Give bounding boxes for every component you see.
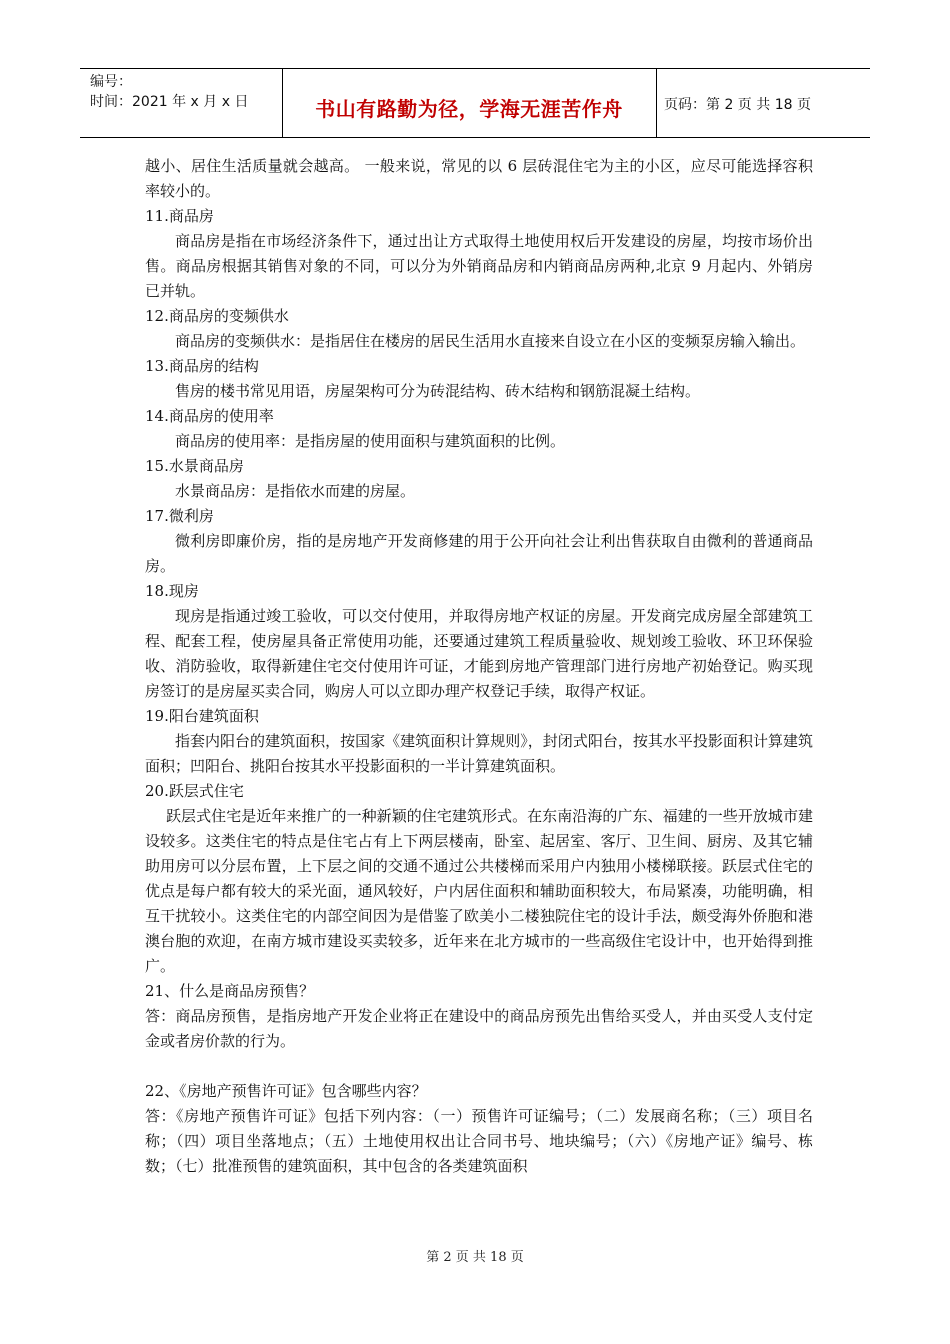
document-date: 时间：2021 年 x 月 x 日 xyxy=(90,94,249,110)
header-motto: 书山有路勤为径，学海无涯苦作舟 xyxy=(315,97,623,121)
blank-line xyxy=(145,1054,813,1079)
header-meta-cell xyxy=(80,69,283,137)
page-footer: 第 2 页 共 18 页 xyxy=(426,1250,524,1265)
document-header xyxy=(80,68,870,138)
section-heading: 22、《房地产预售许可证》包含哪些内容？ xyxy=(145,1082,427,1100)
body-paragraph: 水景商品房：是指依水而建的房屋。 xyxy=(175,482,416,500)
section-heading: 答：《房地产预售许可证》包括下列内容：（一）预售许可证编号；（二）发展商名称；（三）项目名称；（四）项目坐落地点；（五）土地使用权出让合同书号、地块编号；（六）《房地产证》编号、栋数；（七）批准预售的建筑面积，其中包含的各类建筑面积 xyxy=(145,1107,813,1175)
section-heading: 12.商品房的变频供水 xyxy=(145,307,289,325)
section-heading: 20.跃层式住宅 xyxy=(145,782,244,800)
header-page-info: 页码：第 2 页 共 18 页 xyxy=(664,97,811,113)
header-page-cell xyxy=(656,69,870,137)
section-heading: 11.商品房 xyxy=(145,207,214,225)
section-heading: 14.商品房的使用率 xyxy=(145,407,274,425)
document-number-label: 编号： xyxy=(90,74,132,90)
body-paragraph: 跃层式住宅是近年来推广的一种新颖的住宅建筑形式。在东南沿海的广东、福建的一些开放城市建设较多。这类住宅的特点是住宅占有上下两层楼南，卧室、起居室、客厅、卫生间、厨房、及其它辅助用房可以分层布置，上下层之间的交通不通过公共楼梯而采用户内独用小楼梯联接。跃层式住宅的优点是每户都有较大的采光面，通风较好，户内居住面积和辅助面积较大，布局紧凑，功能明确，相互干扰较小。这类住宅的内部空间因为是借鉴了欧美小二楼独院住宅的设计手法，颇受海外侨胞和港澳台胞的欢迎，在南方城市建设买卖较多，近年来在北方城市的一些高级住宅设计中，也开始得到推广。 xyxy=(145,807,813,975)
body-paragraph: 商品房的使用率：是指房屋的使用面积与建筑面积的比例。 xyxy=(175,432,566,450)
document-body xyxy=(145,154,813,1179)
body-paragraph: 售房的楼书常见用语，房屋架构可分为砖混结构、砖木结构和钢筋混凝土结构。 xyxy=(175,382,701,400)
body-paragraph: 指套内阳台的建筑面积，按国家《建筑面积计算规则》，封闭式阳台，按其水平投影面积计算建筑面积；凹阳台、挑阳台按其水平投影面积的一半计算建筑面积。 xyxy=(145,732,813,775)
body-paragraph: 商品房的变频供水：是指居住在楼房的居民生活用水直接来自设立在小区的变频泵房输入输出。 xyxy=(175,332,806,350)
section-heading: 19.阳台建筑面积 xyxy=(145,707,259,725)
section-heading: 15.水景商品房 xyxy=(145,457,244,475)
section-heading: 17.微利房 xyxy=(145,507,214,525)
section-heading: 越小、居住生活质量就会越高。 一般来说，常见的以 6 层砖混住宅为主的小区，应尽可能选择容积率较小的。 xyxy=(145,157,813,200)
section-heading: 21、什么是商品房预售？ xyxy=(145,982,315,1000)
body-paragraph: 现房是指通过竣工验收，可以交付使用，并取得房地产权证的房屋。开发商完成房屋全部建筑工程、配套工程，使房屋具备正常使用功能，还要通过建筑工程质量验收、规划竣工验收、环卫环保验收、消防验收，取得新建住宅交付使用许可证，才能到房地产管理部门进行房地产初始登记。购买现房签订的是房屋买卖合同，购房人可以立即办理产权登记手续，取得产权证。 xyxy=(145,607,813,700)
header-motto-cell xyxy=(282,69,657,137)
section-heading: 18.现房 xyxy=(145,582,199,600)
section-heading: 答：商品房预售，是指房地产开发企业将正在建设中的商品房预先出售给买受人，并由买受人支付定金或者房价款的行为。 xyxy=(145,1007,813,1050)
body-paragraph: 商品房是指在市场经济条件下，通过出让方式取得土地使用权后开发建设的房屋，均按市场价出售。商品房根据其销售对象的不同，可以分为外销商品房和内销商品房两种,北京 9 月起内、外销房已并轨。 xyxy=(145,232,813,300)
body-paragraph: 微利房即廉价房，指的是房地产开发商修建的用于公开向社会让利出售获取自由微利的普通商品房。 xyxy=(145,532,813,575)
section-heading: 13.商品房的结构 xyxy=(145,357,259,375)
